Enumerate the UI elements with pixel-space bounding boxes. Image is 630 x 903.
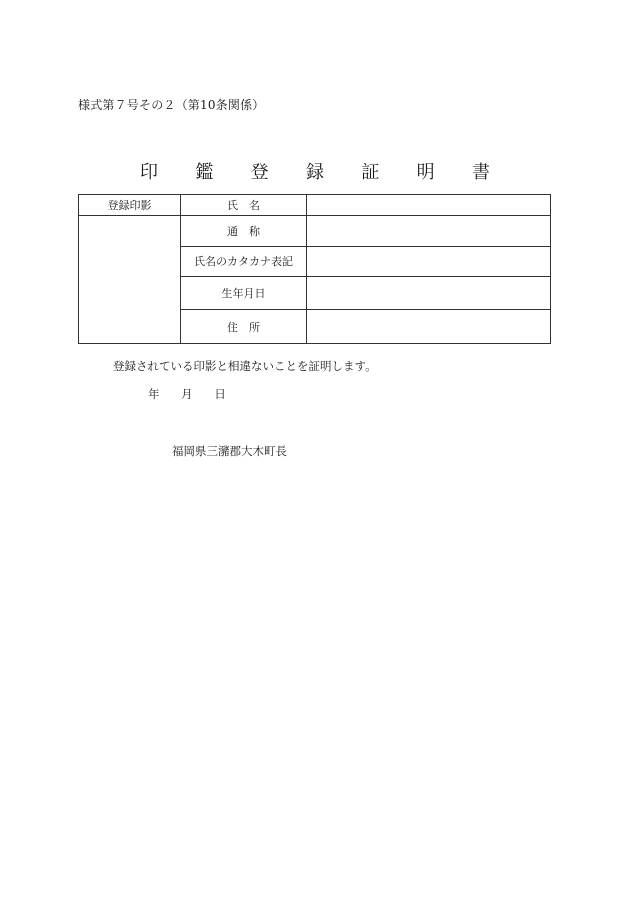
row-value-dob [307,276,551,310]
date-year: 年 [148,387,160,401]
seal-header: 登録印影 [79,195,181,216]
title-char: 登 [250,162,269,183]
row-label-name: 氏 名 [181,195,307,216]
title-char: 鑑 [195,162,214,183]
title-char: 録 [305,162,324,183]
row-value-address [307,310,551,344]
row-label-address: 住 所 [181,310,307,344]
form-number: 様式第７号その２（第10条関係） [78,98,265,112]
registered-seal-box [79,216,181,344]
issuer: 福岡県三瀦郡大木町長 [172,444,287,458]
title-char: 明 [416,162,435,183]
row-value-name [307,195,551,216]
row-label-alias: 通 称 [181,216,307,247]
document-title [140,161,490,185]
certificate-table [78,194,551,344]
title-char: 書 [471,162,490,183]
date-month: 月 [181,387,193,401]
title-char: 印 [140,162,158,183]
row-value-kana [307,247,551,277]
date-day: 日 [214,387,226,401]
certification-statement: 登録されている印影と相違ないことを証明します。 [113,359,377,373]
title-char: 証 [361,162,380,183]
row-value-alias [307,216,551,247]
date-line [148,386,244,402]
row-label-dob: 生年月日 [181,276,307,310]
row-label-kana: 氏名のカタカナ表記 [181,247,307,277]
